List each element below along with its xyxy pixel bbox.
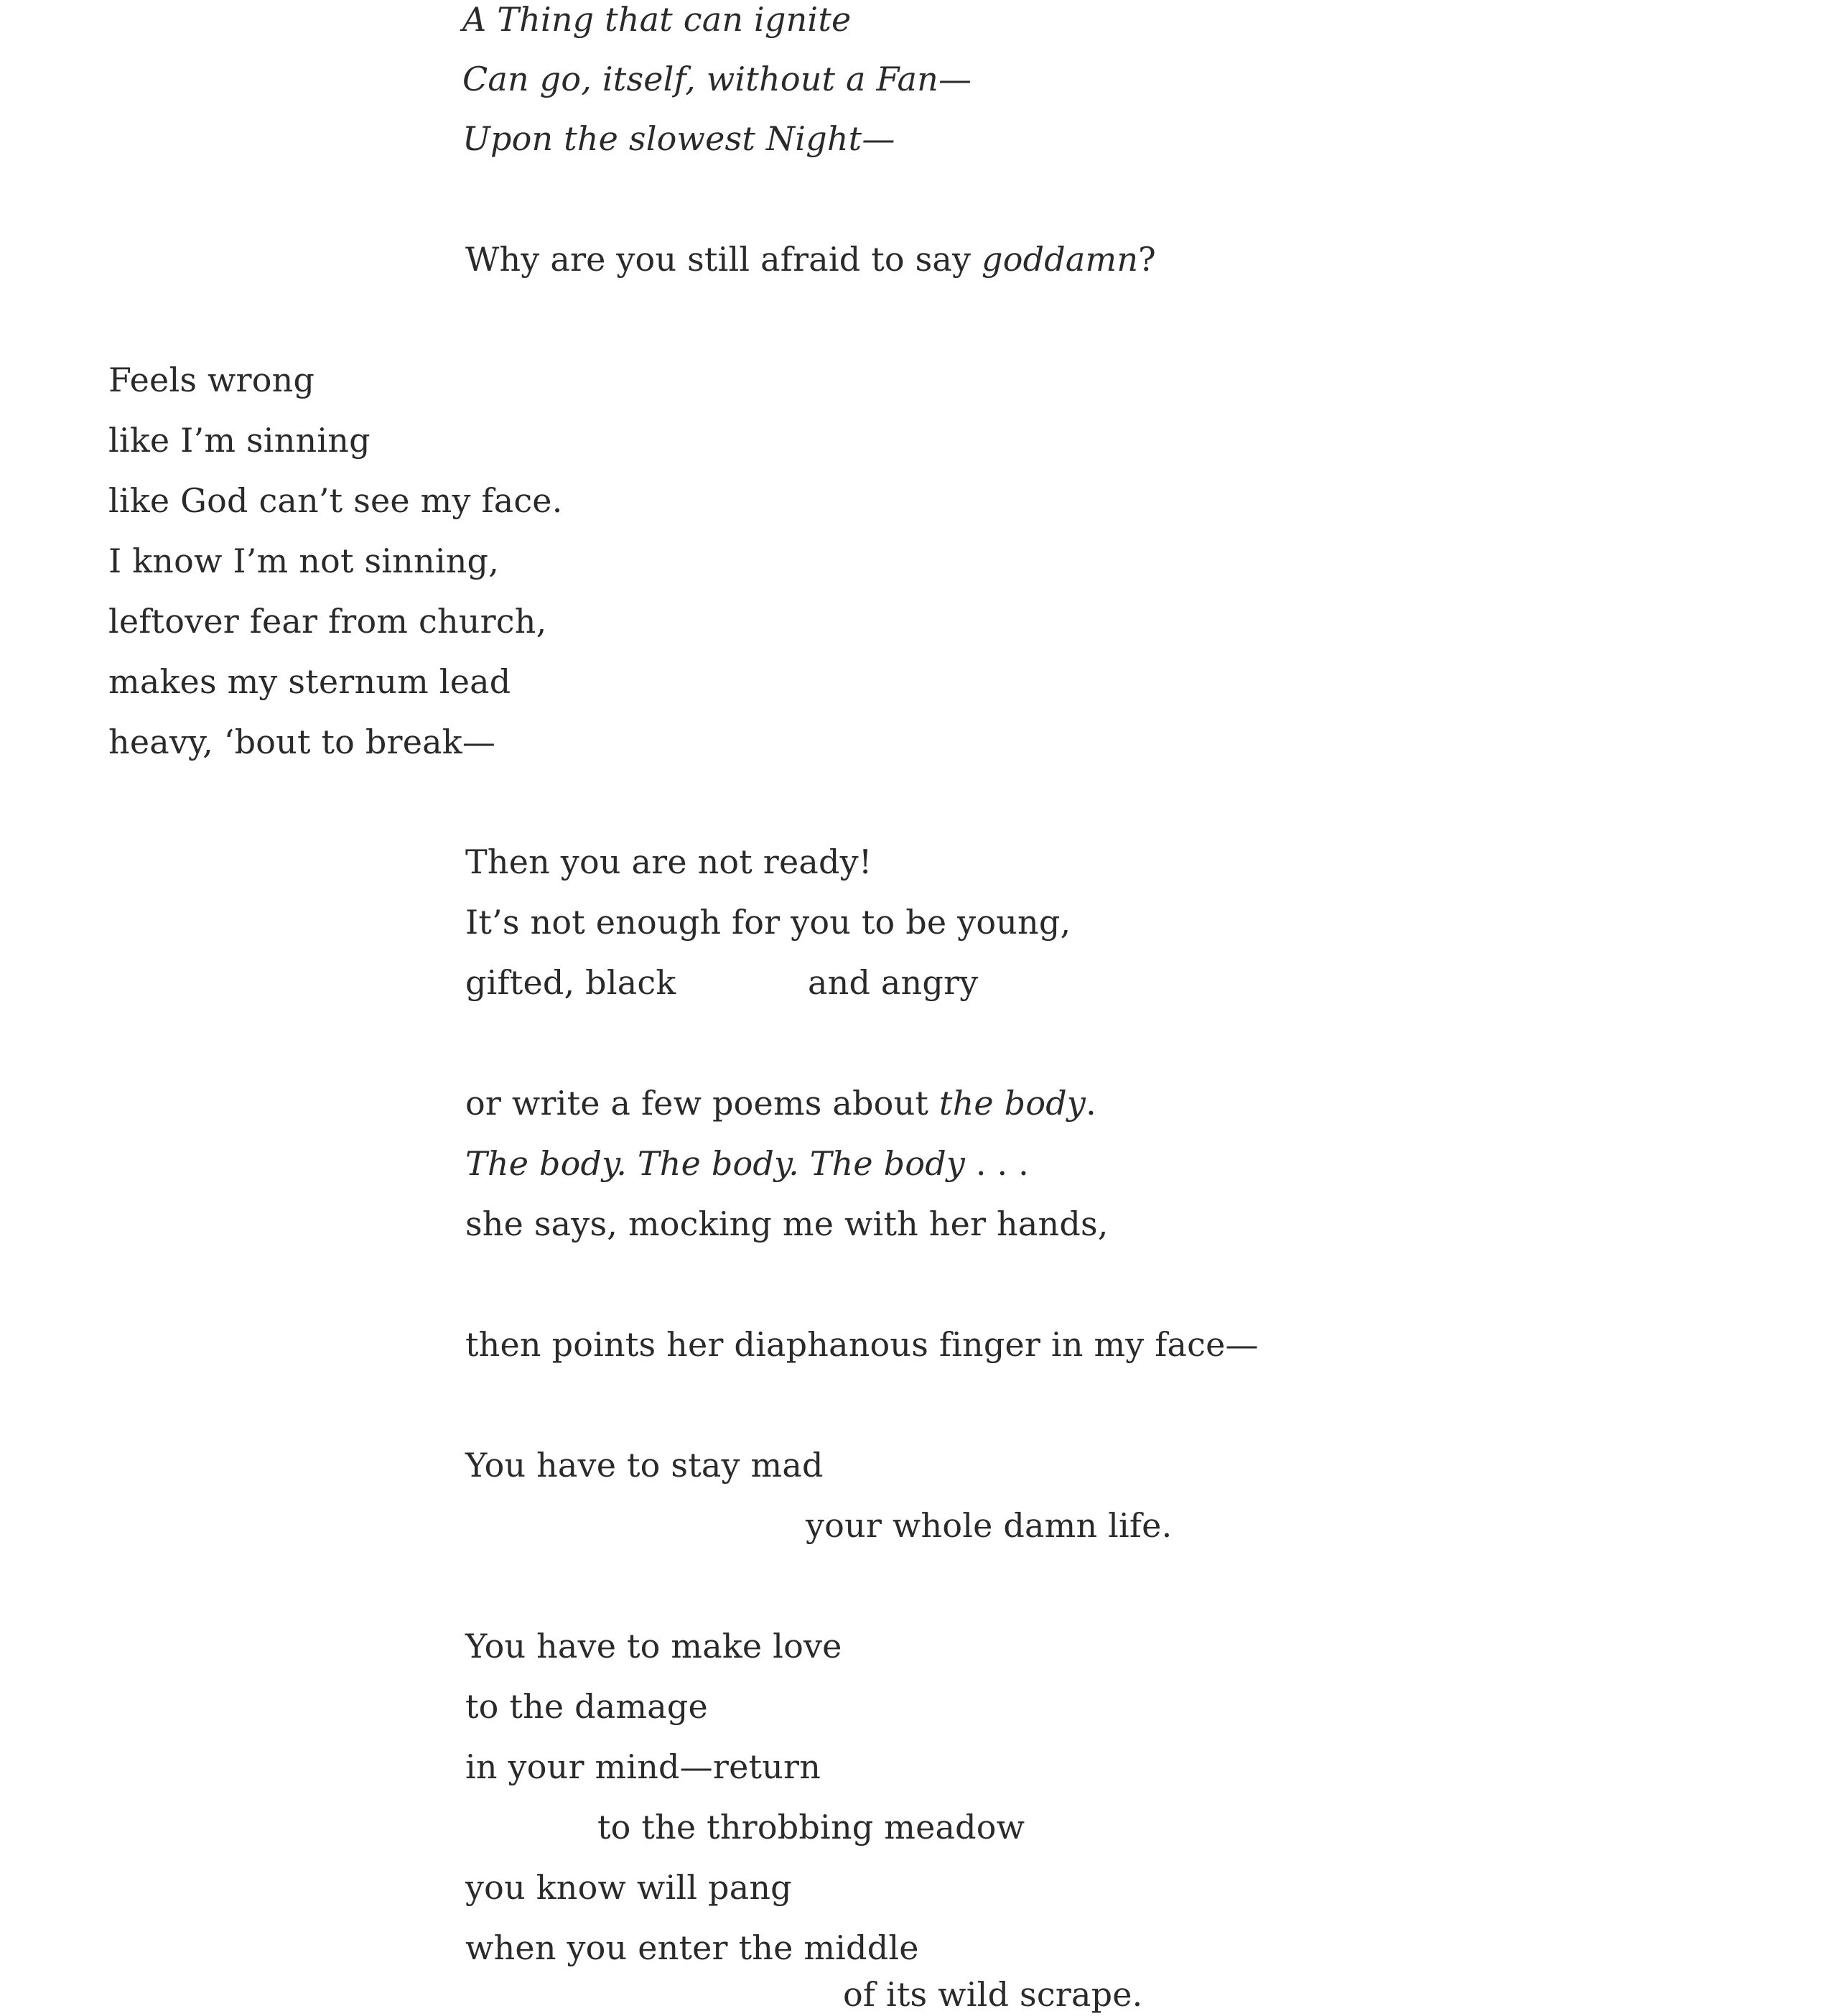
body-line-1-period: . (1086, 1084, 1096, 1123)
body-line-1 (465, 1084, 1096, 1123)
love-line-4: to the throbbing meadow (597, 1808, 1025, 1847)
quote-line-2: Can go, itself, without a Fan— (462, 60, 972, 98)
gifted-line-part-1: gifted, black (465, 963, 676, 1002)
body-line-1-text: or write a few poems about (465, 1084, 939, 1123)
body-line-1-emphasis: the body (938, 1084, 1086, 1123)
reply-line-5: leftover fear from church, (108, 602, 547, 641)
reply-line-4: I know I’m not sinning, (108, 542, 500, 580)
quote-line-3: Upon the slowest Night— (462, 119, 895, 158)
mad-line-2: your whole damn life. (806, 1506, 1173, 1545)
love-line-6: when you enter the middle (465, 1928, 919, 1967)
love-line-7: of its wild scrape. (843, 1975, 1143, 2014)
reply-line-6: makes my sternum lead (108, 662, 511, 701)
body-line-2-ellipsis: . . . (965, 1144, 1029, 1183)
love-line-1: You have to make love (465, 1627, 842, 1666)
question-line (465, 240, 1157, 279)
love-line-5: you know will pang (465, 1868, 792, 1907)
body-line-3: she says, mocking me with her hands, (465, 1204, 1109, 1243)
gifted-line-part-2: and angry (808, 963, 979, 1002)
reply-line-3: like God can’t see my face. (108, 481, 563, 520)
finger-line: then points her diaphanous finger in my face— (465, 1325, 1259, 1364)
question-text: Why are you still afraid to say (465, 240, 982, 279)
reply-line-2: like I’m sinning (108, 421, 371, 460)
quote-line-1: A Thing that can ignite (462, 0, 852, 39)
mad-line-1: You have to stay mad (465, 1446, 824, 1485)
ready-line-2: It’s not enough for you to be young, (465, 903, 1071, 942)
ready-line-1: Then you are not ready! (465, 842, 872, 881)
body-line-2-emphasis: The body. The body. The body (465, 1144, 966, 1183)
body-line-2 (465, 1144, 1029, 1183)
question-mark: ? (1138, 240, 1157, 279)
love-line-2: to the damage (465, 1687, 708, 1726)
question-emphasis: goddamn (982, 240, 1139, 279)
love-line-3: in your mind—return (465, 1747, 821, 1786)
reply-line-7: heavy, ‘bout to break— (108, 723, 496, 761)
reply-line-1: Feels wrong (108, 361, 315, 399)
